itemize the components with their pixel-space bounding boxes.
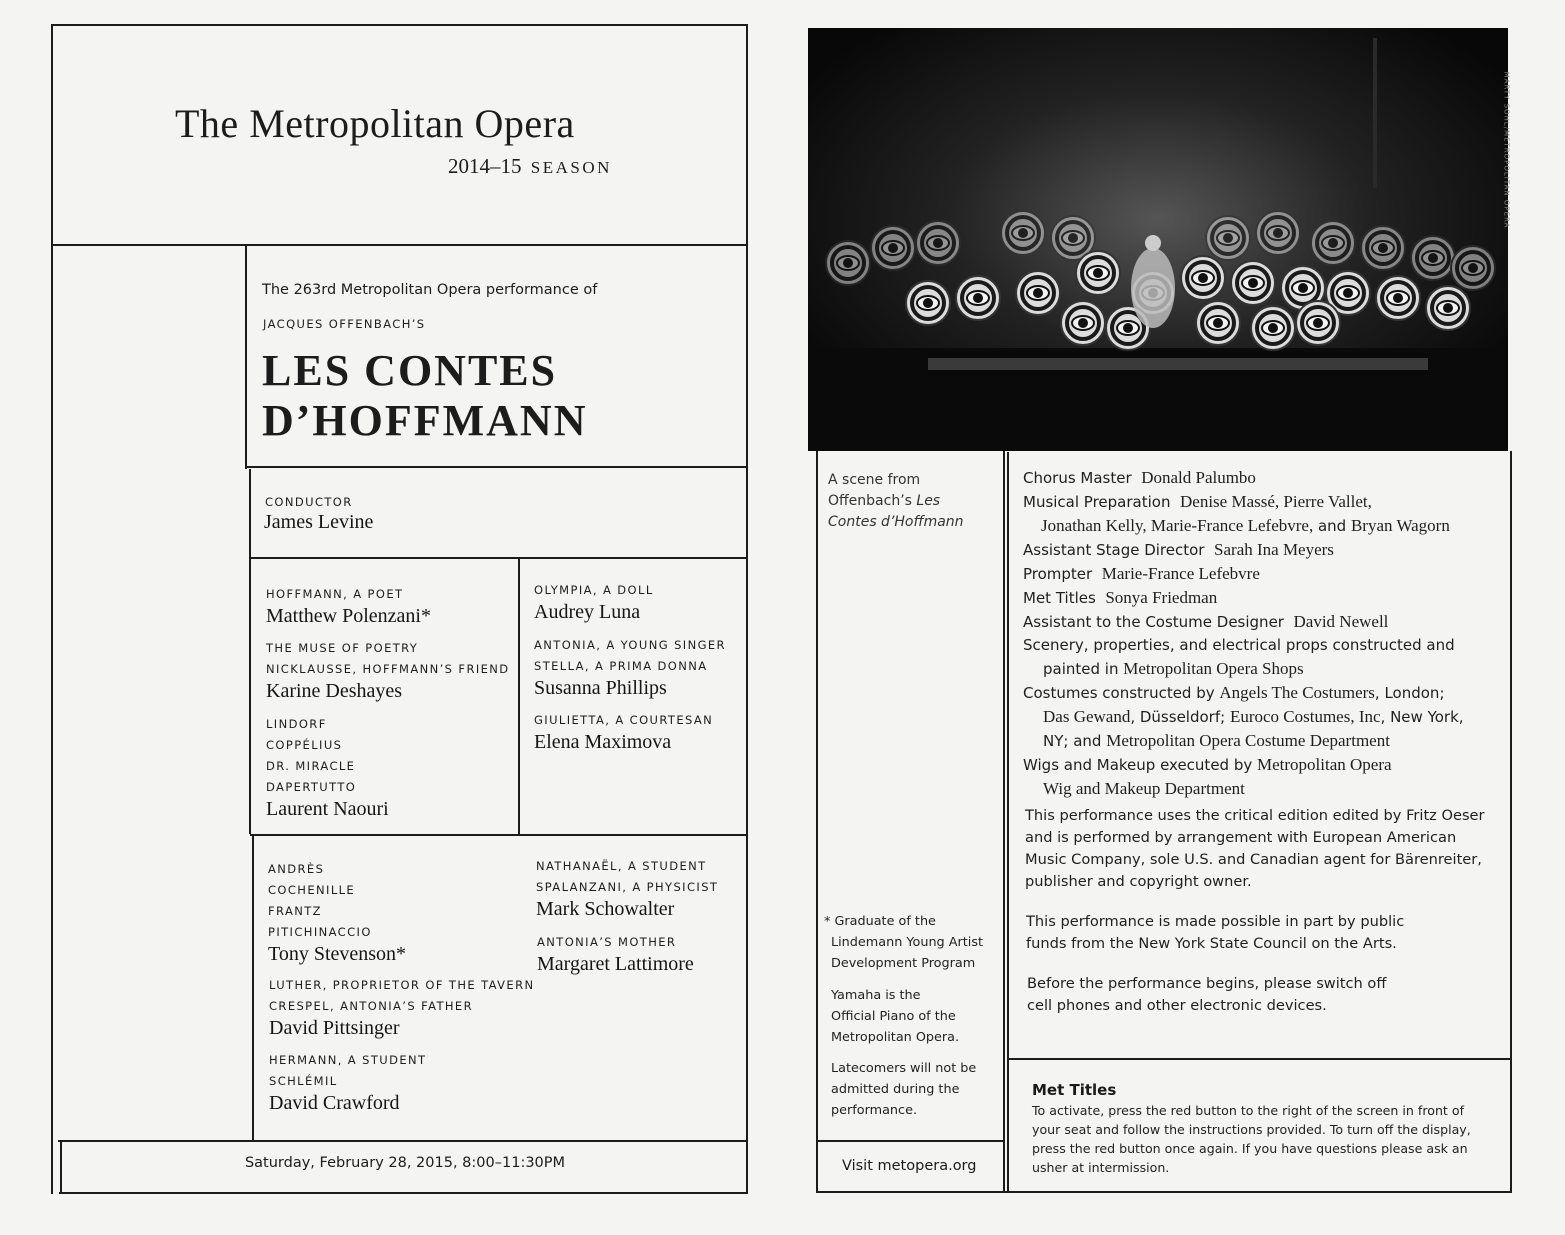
text-line: Latecomers will not be bbox=[831, 1061, 977, 1076]
credit-asd bbox=[1023, 538, 1503, 562]
credit-text: painted in bbox=[1043, 660, 1124, 678]
text-line: Development Program bbox=[831, 956, 976, 971]
role: OLYMPIA, A DOLL bbox=[534, 583, 654, 597]
text-line: Metropolitan Opera. bbox=[831, 1030, 960, 1045]
credit-name: Angels The Costumers bbox=[1219, 683, 1375, 702]
role: PITICHINACCIO bbox=[268, 925, 372, 939]
graduate-note bbox=[824, 911, 983, 974]
singer-name: Matthew Polenzani* bbox=[266, 605, 431, 627]
photo-credit: MARTY SOHL/METROPOLITAN OPERA bbox=[1502, 71, 1511, 229]
credit-name: Bryan Wagorn bbox=[1350, 516, 1450, 535]
credit-label: Musical Preparation bbox=[1023, 493, 1171, 511]
credit-prompter bbox=[1023, 562, 1503, 586]
photo-caption bbox=[828, 470, 964, 533]
cast-left-1 bbox=[266, 584, 431, 627]
credit-text: , London; bbox=[1374, 684, 1445, 702]
role: SPALANZANI, A PHYSICIST bbox=[536, 880, 719, 894]
title-pre: The bbox=[175, 101, 250, 146]
credit-label: Met Titles bbox=[1023, 589, 1096, 607]
credit-chorus bbox=[1023, 466, 1503, 490]
role: STELLA, A PRIMA DONNA bbox=[534, 659, 708, 673]
role: DR. MIRACLE bbox=[266, 759, 356, 773]
singer-name: David Pittsinger bbox=[269, 1017, 400, 1039]
caption-line-italic: Contes d’Hoffmann bbox=[828, 514, 964, 530]
text-line: * Graduate of the bbox=[824, 914, 936, 929]
cast-right-2 bbox=[534, 635, 726, 699]
credit-name: Metropolitan Opera Shops bbox=[1123, 659, 1304, 678]
credit-costume-asst bbox=[1023, 610, 1503, 634]
credit-musprep bbox=[1023, 490, 1503, 514]
text-line: press the red button once again. If you have questions please ask an bbox=[1032, 1141, 1468, 1156]
production-credits bbox=[1023, 466, 1503, 801]
credit-name: Euroco Costumes, Inc bbox=[1229, 707, 1381, 726]
latecomers-note bbox=[831, 1058, 976, 1121]
cast-left-3 bbox=[266, 714, 389, 820]
text-line: This performance uses the critical edition edited by Fritz Oeser bbox=[1025, 807, 1485, 824]
credit-name: Das Gewand bbox=[1043, 707, 1131, 726]
text-line: Lindemann Young Artist bbox=[831, 935, 984, 950]
cast2-left-3 bbox=[269, 1050, 426, 1114]
met-titles-box bbox=[1032, 1080, 1502, 1177]
role: COCHENILLE bbox=[268, 883, 356, 897]
credit-text: , Düsseldorf; bbox=[1130, 708, 1230, 726]
credit-name: Donald Palumbo bbox=[1141, 468, 1256, 487]
composer: JACQUES OFFENBACH’S bbox=[263, 317, 426, 331]
performance-intro: The 263rd Metropolitan Opera performance of bbox=[262, 282, 598, 298]
credit-text: Costumes constructed by bbox=[1023, 684, 1220, 702]
credit-name: Sarah Ina Meyers bbox=[1214, 540, 1334, 559]
credit-label: Assistant to the Costume Designer bbox=[1023, 613, 1284, 631]
cast-left-2 bbox=[266, 638, 510, 702]
singer-name: Margaret Lattimore bbox=[537, 953, 694, 975]
text-line: Before the performance begins, please switch off bbox=[1027, 975, 1387, 992]
company-title bbox=[175, 100, 575, 147]
cast2-right-2 bbox=[537, 932, 694, 975]
role: DAPERTUTTO bbox=[266, 780, 357, 794]
text-line: cell phones and other electronic devices. bbox=[1027, 997, 1327, 1014]
met-titles-heading: Met Titles bbox=[1032, 1081, 1117, 1099]
role: HOFFMANN, A POET bbox=[266, 587, 404, 601]
text-line: Yamaha is the bbox=[831, 988, 921, 1003]
conductor-role: CONDUCTOR bbox=[265, 495, 353, 509]
credit-costumes-cont2 bbox=[1023, 729, 1503, 753]
performance-date: Saturday, February 28, 2015, 8:00–11:30PM bbox=[244, 1155, 566, 1171]
caption-italic: Les bbox=[916, 493, 941, 509]
credit-label: Chorus Master bbox=[1023, 469, 1132, 487]
text-line: your seat and follow the instructions provided. To turn off the display, bbox=[1032, 1122, 1471, 1137]
caption-line bbox=[828, 491, 964, 512]
credit-name: Metropolitan Opera bbox=[1257, 755, 1392, 774]
credit-wigs-cont bbox=[1023, 777, 1503, 801]
conductor-name: James Levine bbox=[264, 511, 374, 533]
text-line: and is performed by arrangement with European American bbox=[1025, 829, 1457, 846]
phones-notice bbox=[1027, 973, 1386, 1017]
credit-name: David Newell bbox=[1293, 612, 1389, 631]
role: HERMANN, A STUDENT bbox=[269, 1053, 427, 1067]
credit-name: Metropolitan Opera Costume Department bbox=[1106, 731, 1390, 750]
role: ANTONIA’S MOTHER bbox=[537, 935, 677, 949]
singer-name: David Crawford bbox=[269, 1092, 400, 1114]
credit-text: NY; and bbox=[1043, 732, 1107, 750]
role: LUTHER, PROPRIETOR OF THE TAVERN bbox=[269, 978, 535, 992]
credit-name: Denise Massé, Pierre Vallet, bbox=[1180, 492, 1372, 511]
credit-name: Wig and Makeup Department bbox=[1043, 779, 1245, 798]
role: SCHLÉMIL bbox=[269, 1074, 338, 1088]
credit-wigs bbox=[1023, 753, 1503, 777]
credit-name: Sonya Friedman bbox=[1105, 588, 1218, 607]
cast-right-1 bbox=[534, 580, 654, 623]
credit-scenery: Scenery, properties, and electrical props constructed and bbox=[1023, 636, 1455, 654]
yamaha-note bbox=[831, 985, 959, 1048]
text-line: usher at intermission. bbox=[1032, 1160, 1170, 1175]
role: GIULIETTA, A COURTESAN bbox=[534, 713, 714, 727]
opera-title-line1: LES CONTES bbox=[262, 346, 558, 395]
stage-scene-image bbox=[808, 28, 1511, 451]
credit-text: , New York, bbox=[1380, 708, 1464, 726]
role: NATHANAËL, A STUDENT bbox=[536, 859, 707, 873]
season-label bbox=[448, 154, 612, 179]
singer-name: Laurent Naouri bbox=[266, 798, 389, 820]
text-line: This performance is made possible in part by public bbox=[1026, 913, 1405, 930]
credit-costumes bbox=[1023, 681, 1503, 705]
caption-text: Offenbach’s bbox=[828, 493, 917, 509]
cast-right-3 bbox=[534, 710, 713, 753]
season-word: SEASON bbox=[530, 158, 612, 177]
text-line: funds from the New York State Council on the Arts. bbox=[1026, 935, 1397, 952]
role: FRANTZ bbox=[268, 904, 322, 918]
credit-musprep-cont bbox=[1023, 514, 1503, 538]
text-line: Music Company, sole U.S. and Canadian agent for Bärenreiter, bbox=[1025, 851, 1482, 868]
singer-name: Mark Schowalter bbox=[536, 898, 675, 920]
role: ANDRÈS bbox=[268, 862, 325, 876]
text-line: publisher and copyright owner. bbox=[1025, 873, 1252, 890]
season-years: 2014–15 bbox=[448, 154, 522, 178]
production-photo bbox=[808, 28, 1511, 451]
cast2-left-2 bbox=[269, 975, 534, 1039]
text-line: admitted during the bbox=[831, 1082, 960, 1097]
funding-notice bbox=[1026, 911, 1404, 955]
role: LINDORF bbox=[266, 717, 327, 731]
text-line: Official Piano of the bbox=[831, 1009, 956, 1024]
credit-name: Marie-France Lefebvre bbox=[1101, 564, 1260, 583]
title-main: Metropolitan bbox=[249, 101, 465, 146]
credit-label: Prompter bbox=[1023, 565, 1093, 583]
credit-mettitles bbox=[1023, 586, 1503, 610]
caption-line: A scene from bbox=[828, 472, 921, 488]
role: ANTONIA, A YOUNG SINGER bbox=[534, 638, 726, 652]
title-post: Opera bbox=[464, 101, 575, 146]
singer-name: Karine Deshayes bbox=[266, 680, 403, 702]
singer-name: Susanna Phillips bbox=[534, 677, 667, 699]
singer-name: Tony Stevenson* bbox=[268, 943, 407, 965]
credit-text: Wigs and Makeup executed by bbox=[1023, 756, 1258, 774]
role: CRESPEL, ANTONIA’S FATHER bbox=[269, 999, 473, 1013]
credit-conj: and bbox=[1313, 517, 1351, 535]
text-line: performance. bbox=[831, 1103, 918, 1118]
credit-name: Jonathan Kelly, Marie-France Lefebvre, bbox=[1041, 516, 1314, 535]
singer-name: Audrey Luna bbox=[534, 601, 641, 623]
role: COPPÉLIUS bbox=[266, 738, 343, 752]
credit-label: Assistant Stage Director bbox=[1023, 541, 1205, 559]
visit-website-link[interactable]: Visit metopera.org bbox=[842, 1158, 977, 1174]
text-line: To activate, press the red button to the right of the screen in front of bbox=[1032, 1103, 1465, 1118]
cast2-left-1 bbox=[268, 859, 406, 965]
role: NICKLAUSSE, HOFFMANN’S FRIEND bbox=[266, 662, 510, 676]
cast2-right-1 bbox=[536, 856, 718, 920]
edition-notice bbox=[1025, 805, 1485, 893]
role: THE MUSE OF POETRY bbox=[266, 641, 419, 655]
singer-name: Elena Maximova bbox=[534, 731, 672, 753]
credit-costumes-cont bbox=[1023, 705, 1503, 729]
credit-scenery-cont bbox=[1023, 657, 1503, 681]
opera-title-line2: D’HOFFMANN bbox=[262, 396, 588, 445]
